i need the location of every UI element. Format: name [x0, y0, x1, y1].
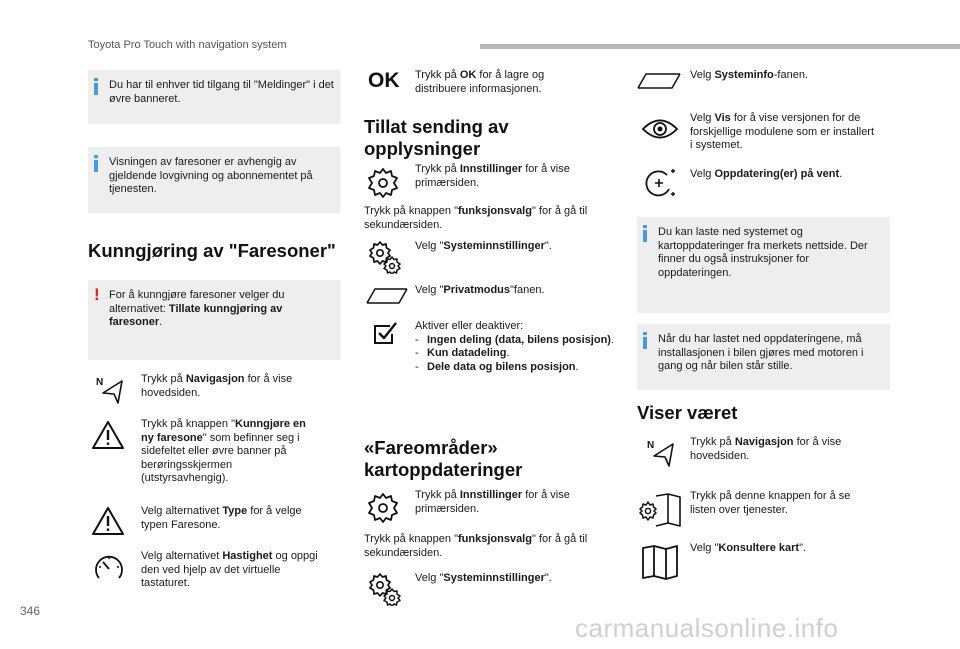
- tab-icon: [637, 72, 681, 90]
- checkbox-check-icon: [372, 320, 400, 346]
- toggle-intro: Aktiver eller deaktiver:: [415, 320, 524, 332]
- navigation-arrow-icon: [645, 438, 677, 468]
- hazard-triangle-icon: [91, 506, 125, 536]
- settings-gear-icon: [367, 492, 399, 524]
- folded-map-icon: [641, 544, 679, 580]
- step-select-sysinfo-tab: Velg Systeminfo-fanen.: [690, 69, 809, 81]
- step-open-settings-2: Trykk på Innstillinger for å vise primærsiden.: [415, 489, 570, 515]
- footer-watermark: carmanualsonline.info: [575, 613, 839, 643]
- warning-exclamation-icon: !: [94, 285, 100, 304]
- note-text: Visningen av faresoner er avhengig av gjeldende lovgivning og abonnementet på tjenesten.: [109, 156, 313, 195]
- info-icon: [643, 225, 647, 242]
- speedometer-icon: [93, 552, 125, 584]
- ok-button-icon: OK: [368, 69, 400, 92]
- info-note-download: [637, 217, 890, 313]
- navigation-arrow-icon: [94, 375, 126, 405]
- settings-gear-icon: [367, 167, 399, 199]
- step-select-privacy-tab: Velg "Privatmodus"fanen.: [415, 284, 545, 296]
- step-list-services: Trykk på denne knappen for å se listen over tjenester.: [690, 490, 851, 516]
- note-text: Når du har lastet ned oppdateringene, må installasjonen i bilen gjøres med motoren i gang og når bilen står stille.: [658, 333, 864, 372]
- step-select-speed: Velg alternativet Hastighet og oppgi den ved hjelp av det virtuelle tastaturet.: [141, 550, 318, 589]
- svg-text:N: N: [647, 440, 655, 451]
- toggle-options-list: [415, 334, 620, 375]
- header-rule: [480, 44, 960, 49]
- step-select-type: Velg alternativet Type for å velge typen Faresone.: [141, 505, 302, 531]
- step-open-settings: Trykk på Innstillinger for å vise primærsiden.: [415, 163, 570, 189]
- note-text: For å kunngjøre faresoner velger du alternativet: Tillate kunngjøring av faresoner.: [109, 289, 285, 328]
- eye-view-icon: [641, 115, 679, 143]
- step-select-system-settings-2: Velg "Systeminnstillinger".: [415, 572, 552, 584]
- step-press-ok: Trykk på OK for å lagre og distribuere informasjonen.: [415, 69, 545, 95]
- tab-icon: [366, 287, 408, 305]
- list-item: - Kun datadeling.: [415, 347, 620, 361]
- system-settings-gears-icon: [367, 572, 403, 606]
- para-options-button-2: Trykk på knappen "funksjonsvalg" for å gå til sekundærsiden.: [364, 533, 588, 559]
- step-consult-map: Velg "Konsultere kart".: [690, 542, 807, 554]
- para-options-button: Trykk på knappen "funksjonsvalg" for å gå til sekundærsiden.: [364, 205, 588, 231]
- info-icon: [643, 332, 647, 349]
- info-note-install: [637, 324, 890, 390]
- step-view-versions: Velg Vis for å vise versjonen for de forskjellige modulene som er installert i systemet.: [690, 112, 875, 151]
- step-open-navigation: Trykk på Navigasjon for å vise hovedsiden.: [141, 373, 293, 399]
- svg-text:N: N: [96, 377, 104, 388]
- section-heading-sharing: Tillat sending av opplysninger: [364, 116, 509, 159]
- info-note-messages: [88, 70, 340, 124]
- step-announce-hazard: Trykk på knappen "Kunngjøre en ny faresone" som befinner seg i sidefeltet eller øvre banner på berøringsskjermen (utstyrsavhengig).: [141, 418, 306, 484]
- section-heading-hazard-zones: Kunngjøring av "Faresoner": [88, 240, 336, 261]
- step-pending-updates: Velg Oppdatering(er) på vent.: [690, 168, 843, 180]
- list-item: - Ingen deling (data, bilens posisjon).: [415, 334, 620, 348]
- info-icon: [94, 78, 98, 95]
- map-settings-icon: [638, 492, 682, 528]
- page-number: 346: [20, 604, 41, 618]
- info-icon: [94, 155, 98, 172]
- warning-note-enable-zones: [88, 280, 340, 360]
- note-text: Du kan laste ned systemet og kartoppdateringer fra merkets nettside. Der finner du også instruksjoner for oppdateringen.: [658, 226, 868, 279]
- note-text: Du har til enhver tid tilgang til "Meldinger" i det øvre banneret.: [109, 79, 334, 105]
- running-header: Toyota Pro Touch with navigation system: [88, 39, 287, 51]
- section-heading-map-updates: «Fareområder» kartoppdateringer: [364, 437, 523, 480]
- toggle-sharing-options: [415, 320, 620, 374]
- step-open-navigation-2: Trykk på Navigasjon for å vise hovedsiden.: [690, 436, 842, 462]
- update-refresh-icon: [641, 167, 679, 201]
- info-note-legislation: [88, 147, 340, 213]
- hazard-triangle-icon: [91, 420, 125, 450]
- section-heading-weather: Viser været: [637, 402, 738, 423]
- list-item: - Dele data og bilens posisjon.: [415, 361, 620, 375]
- step-select-system-settings: Velg "Systeminnstillinger".: [415, 240, 552, 252]
- system-settings-gears-icon: [367, 240, 403, 274]
